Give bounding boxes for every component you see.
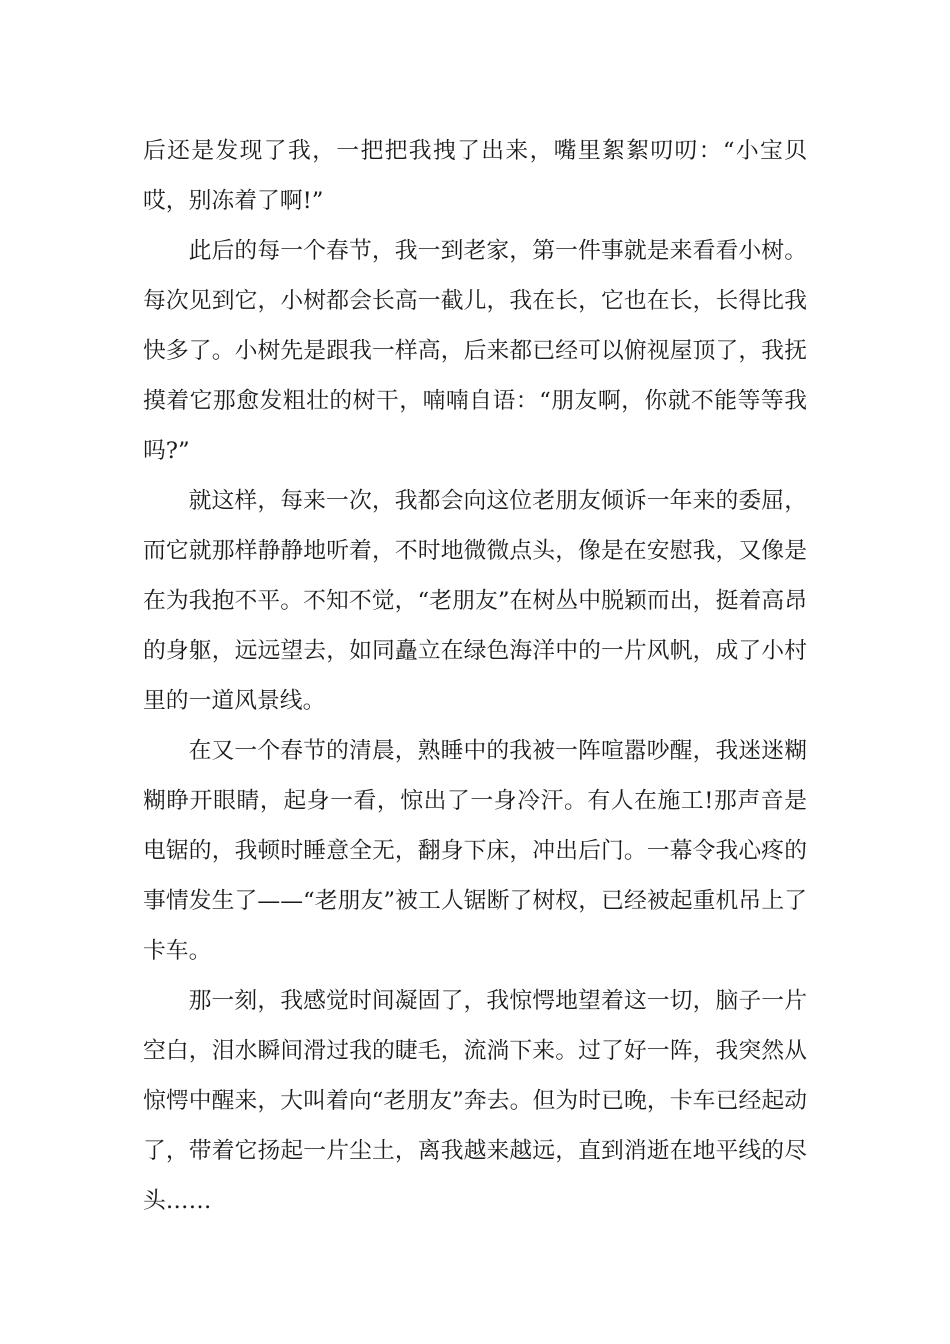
paragraph: 在又一个春节的清晨，熟睡中的我被一阵喧嚣吵醒，我迷迷糊糊睁开眼睛，起身一看，惊出了一身冷汗。有人在施工!那声音是电锯的，我顿时睡意全无，翻身下床，冲出后门。一幕令我心疼的事情发生了——“老朋友”被工人锯断了树杈，已经被起重机吊上了卡车。 (143, 738, 807, 964)
paragraph: 此后的每一个春节，我一到老家，第一件事就是来看看小树。每次见到它，小树都会长高一截儿，我在长，它也在长，长得比我快多了。小树先是跟我一样高，后来都已经可以俯视屋顶了，我抚摸着它那愈发粗壮的树干，喃喃自语：“朋友啊，你就不能等等我吗?” (143, 238, 807, 464)
document-body (143, 126, 807, 1226)
paragraph: 那一刻，我感觉时间凝固了，我惊愕地望着这一切，脑子一片空白，泪水瞬间滑过我的睫毛，流淌下来。过了好一阵，我突然从惊愕中醒来，大叫着向“老朋友”奔去。但为时已晚，卡车已经起动了，带着它扬起一片尘土，离我越来越远，直到消逝在地平线的尽头…… (143, 988, 807, 1214)
paragraph-continued: 后还是发现了我，一把把我拽了出来，嘴里絮絮叨叨：“小宝贝哎，别冻着了啊!” (143, 138, 807, 214)
paragraph: 就这样，每来一次，我都会向这位老朋友倾诉一年来的委屈，而它就那样静静地听着，不时地微微点头，像是在安慰我，又像是在为我抱不平。不知不觉，“老朋友”在树丛中脱颖而出，挺着高昂的身躯，远远望去，如同矗立在绿色海洋中的一片风帆，成了小村里的一道风景线。 (143, 488, 807, 714)
